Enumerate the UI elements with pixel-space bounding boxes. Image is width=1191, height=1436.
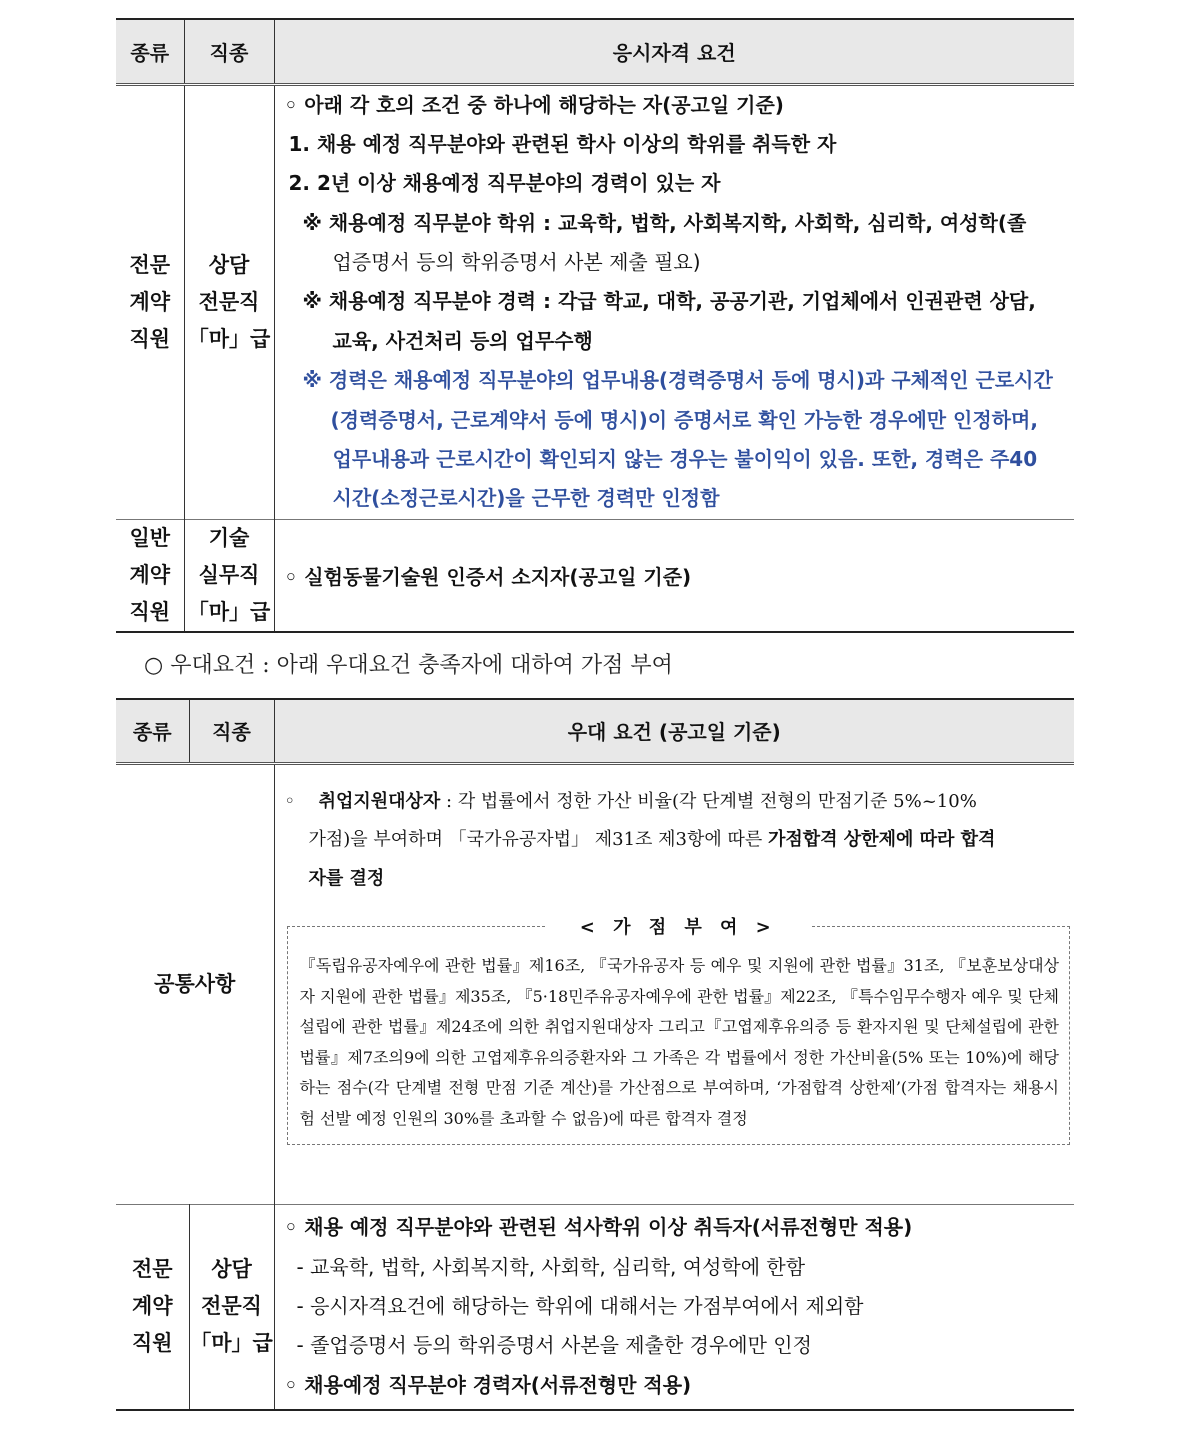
req-line-9: (경력증명서, 근로계약서 등에 명시)이 증명서로 확인 가능한 경우에만 인정하며,	[330, 407, 1038, 432]
header-preference: 우대 요건 (공고일 기준)	[274, 699, 1074, 763]
row2-type: 전문 계약 직원	[116, 1204, 189, 1410]
row1-job: 상담 전문직 「마」급	[184, 84, 274, 519]
header-job: 직종	[184, 19, 274, 84]
req-line-10: 업무내용과 근로시간이 확인되지 않는 경우는 불이익이 있음. 또한, 경력은 주40	[332, 447, 1038, 472]
row1-requirements	[274, 84, 1074, 519]
pref-line-2: - 교육학, 법학, 사회복지학, 사회학, 심리학, 여성학에 한함	[296, 1254, 806, 1279]
req-line-11: 시간(소정근로시간)을 근무한 경력만 인정함	[332, 486, 720, 511]
common-term: 취업지원대상자	[318, 790, 441, 812]
req-line-8: ※ 경력은 채용예정 직무분야의 업무내용(경력증명서 등에 명시)과 구체적인 근로시간	[302, 368, 1053, 393]
pref-line-5: ◦ 채용예정 직무분야 경력자(서류전형만 적용)	[284, 1372, 692, 1397]
header-type: 종류	[116, 699, 189, 763]
pref-line-3: - 응시자격요건에 해당하는 학위에 대해서는 가점부여에서 제외함	[296, 1294, 864, 1319]
req-line-1: ◦ 아래 각 호의 조건 중 하나에 해당하는 자(공고일 기준)	[284, 92, 784, 117]
bonus-box	[287, 917, 1071, 1145]
header-requirements: 응시자격 요건	[274, 19, 1074, 84]
bonus-box-text: 『독립유공자예우에 관한 법률』제16조, 『국가유공자 등 예우 및 지원에 관한 법률』31조, 『보훈보상대상자 지원에 관한 법률』제35조, 『5·18민주유공자예우에 관한 법률』제22조, 『특수임무수행자 예우 및 단체설립에 관한 법률』제24조에 의한 취업지원대상자 그리고『고엽제후유의증 등 환자지원 및 단체설립에 관한 법률』제7조의9에 의한 고엽제후유의증환자와 그 가족은 각 법률에서 정한 가산비율(5% 또는 10%)에 해당하는 점수(각 단계별 전형 만점 기준 계산)를 가산점으로 부여하며, ‘가점합격 상한제’(가점 합격자는 채용시험 선발 예정 인원의 30%를 초과할 수 없음)에 따른 합격자 결정	[299, 956, 1059, 1128]
pref-line-1: ◦ 채용 예정 직무분야와 관련된 석사학위 이상 취득자(서류전형만 적용)	[284, 1215, 913, 1240]
pref-line-4: - 졸업증명서 등의 학위증명서 사본을 제출한 경우에만 인정	[296, 1333, 812, 1358]
preference-table	[116, 698, 1074, 1411]
preference-intro: ○ 우대요건 : 아래 우대요건 충족자에 대하여 가점 부여	[144, 653, 673, 678]
common-paragraph: ◦ 취업지원대상자 : 각 법률에서 정한 가산 비율(각 단계별 전형의 만점기준 5%~10% 가점)을 부여하며 「국가유공자법」 제31조 제3항에 따른 가점합격 상한제에 따라 합격 자를 결정	[284, 790, 996, 889]
row2-type: 일반 계약 직원	[116, 519, 184, 632]
req-line-4: ※ 채용예정 직무분야 학위 : 교육학, 법학, 사회복지학, 사회학, 심리학, 여성학(졸	[302, 210, 1027, 235]
row2-job: 기술 실무직 「마」급	[184, 519, 274, 632]
common-label: 공통사항	[116, 763, 274, 1204]
req-line-6: ※ 채용예정 직무분야 경력 : 각급 학교, 대학, 공공기관, 기업체에서 인권관련 상담,	[302, 289, 1036, 314]
req-row2-line: ◦ 실험동물기술원 인증서 소지자(공고일 기준)	[284, 564, 692, 589]
req-line-3: 2. 2년 이상 채용예정 직무분야의 경력이 있는 자	[288, 171, 721, 196]
row2-job: 상담 전문직 「마」급	[189, 1204, 274, 1410]
req-line-5: 업증명서 등의 학위증명서 사본 제출 필요)	[332, 250, 701, 275]
row2-preferences	[274, 1204, 1074, 1410]
common-content	[274, 763, 1074, 1204]
req-line-7: 교육, 사건처리 등의 업무수행	[332, 328, 593, 353]
req-line-2: 1. 채용 예정 직무분야와 관련된 학사 이상의 학위를 취득한 자	[288, 131, 837, 156]
row1-type: 전문 계약 직원	[116, 84, 184, 519]
qualification-table	[116, 18, 1074, 633]
header-job: 직종	[189, 699, 274, 763]
row2-requirements	[274, 519, 1074, 632]
bonus-box-title: < 가 점 부 여 >	[546, 913, 811, 939]
header-type: 종류	[116, 19, 184, 84]
